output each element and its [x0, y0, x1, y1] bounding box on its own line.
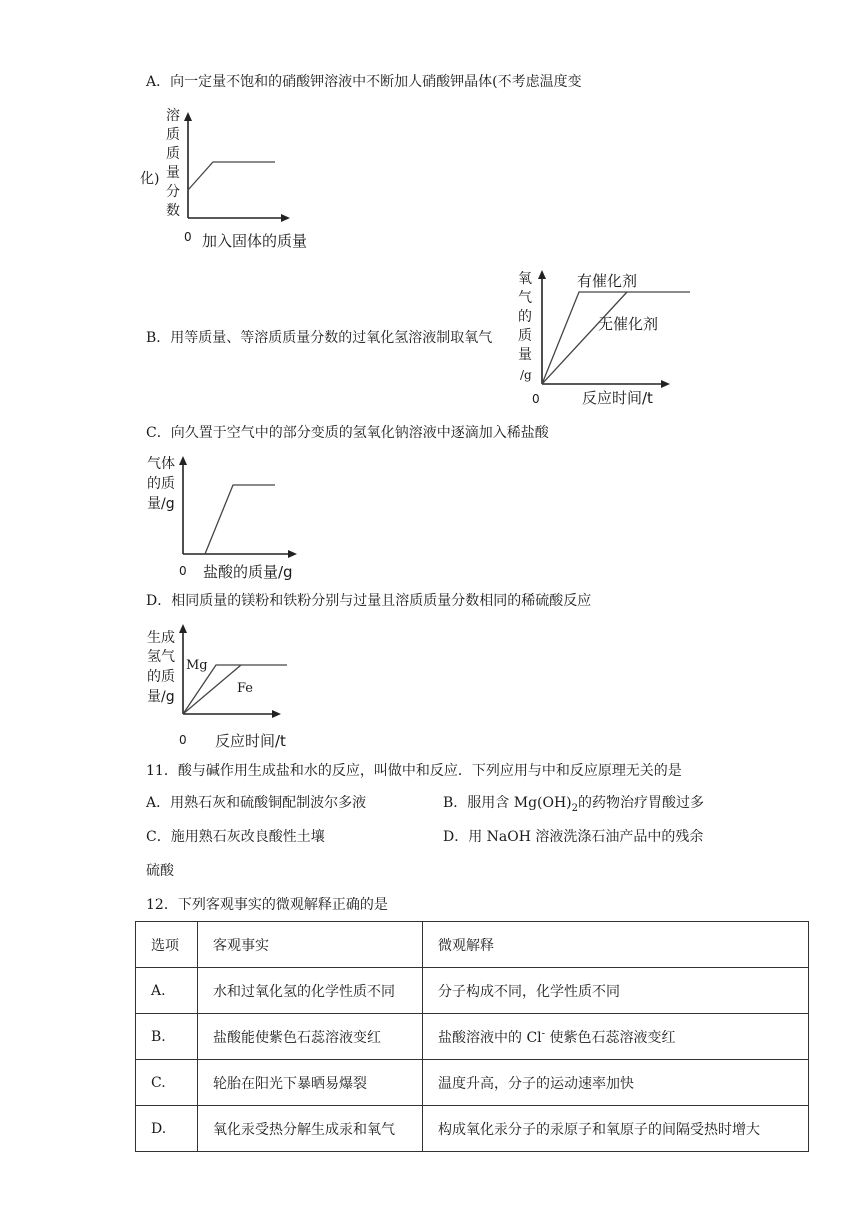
q12-table — [135, 921, 809, 1152]
graph-a-ylabel-2: 质 — [166, 127, 180, 143]
graph-c-x-arrow — [288, 550, 297, 558]
graph-b-x-arrow — [661, 380, 670, 388]
graph-b-xlabel: 反应时间/t — [582, 389, 653, 407]
graph-b-curve-no-catalyst — [542, 292, 627, 384]
graph-b-ylabel-1: 氧 — [518, 271, 532, 287]
header-explain: 微观解释 — [423, 922, 809, 968]
q11-stem: 11．酸与碱作用生成盐和水的反应，叫做中和反应．下列应用与中和反应原理无关的是 — [146, 763, 682, 779]
graph-c-curve — [205, 485, 275, 554]
option-b-text: B．用等质量、等溶质质量分数的过氧化氢溶液制取氧气 — [146, 330, 493, 346]
graph-b-ylabel-6: /g — [520, 368, 532, 382]
graph-d-ylabel-4: 量/g — [147, 689, 175, 705]
graph-d-y-arrow — [179, 624, 187, 633]
option-c-text: C．向久置于空气中的部分变质的氢氧化钠溶液中逐滴加入稀盐酸 — [146, 425, 549, 441]
q11-option-a: A．用熟石灰和硫酸铜配制波尔多液 — [146, 795, 367, 811]
row-fact: 盐酸能使紫色石蕊溶液变红 — [198, 1014, 423, 1060]
option-d-text: D．相同质量的镁粉和铁粉分别与过量且溶质质量分数相同的稀硫酸反应 — [146, 593, 592, 609]
graph-a-ylabel-4: 量 — [166, 165, 180, 181]
row-explain: 温度升高，分子的运动速率加快 — [423, 1060, 809, 1106]
row-option: A. — [136, 968, 198, 1014]
table-row — [136, 1060, 809, 1106]
graph-b — [514, 266, 694, 411]
graph-b-ylabel-2: 气 — [518, 290, 532, 306]
graph-b-origin: 0 — [532, 392, 540, 406]
q11-option-b: B．服用含 $Mg(OH)_2$的药物治疗胃酸过多 — [443, 795, 705, 814]
q11-option-c: C．施用熟石灰改良酸性土壤 — [146, 829, 325, 845]
table-row — [136, 1106, 809, 1152]
table-header-row — [136, 922, 809, 968]
graph-a-x-arrow — [281, 214, 290, 222]
graph-b-ylabel-3: 的 — [518, 309, 532, 325]
graph-a-ylabel-6: 数 — [166, 203, 180, 219]
row-explain: 构成氧化汞分子的汞原子和氧原子的间隔受热时增大 — [423, 1106, 809, 1152]
row-explain: 分子构成不同，化学性质不同 — [423, 968, 809, 1014]
graph-a-ylabel-1: 溶 — [166, 108, 180, 124]
graph-d-ylabel-1: 生成 — [147, 630, 175, 646]
q11-option-d: D．用 NaOH 溶液洗涤石油产品中的残余 — [443, 829, 704, 845]
graph-b-series-no-catalyst: 无催化剂 — [598, 315, 659, 333]
graph-a-ylabel-3: 质 — [166, 146, 180, 162]
graph-b-y-arrow — [538, 270, 546, 279]
row-fact: 水和过氧化氢的化学性质不同 — [198, 968, 423, 1014]
graph-c-xlabel: 盐酸的质量/g — [203, 563, 293, 581]
graph-d-series-mg: Mg — [186, 658, 208, 673]
graph-d-ylabel-2: 氢气 — [147, 649, 175, 665]
graph-b-ylabel-5: 量 — [518, 347, 532, 363]
row-fact: 轮胎在阳光下暴晒易爆裂 — [198, 1060, 423, 1106]
table-row — [136, 968, 809, 1014]
graph-d-origin: 0 — [179, 733, 187, 747]
q11-option-d-cont: 硫酸 — [146, 863, 174, 879]
graph-b-ylabel-4: 质 — [518, 328, 532, 344]
graph-b-series-catalyst: 有催化剂 — [577, 272, 638, 290]
graph-c-y-arrow — [179, 456, 187, 465]
graph-c-ylabel-3: 量/g — [147, 496, 175, 512]
option-a-text: A．向一定量不饱和的硝酸钾溶液中不断加人硝酸钾晶体(不考虑温度变 — [146, 74, 582, 90]
header-fact: 客观事实 — [198, 922, 423, 968]
graph-c-ylabel-2: 的质 — [147, 476, 175, 492]
graph-d — [145, 618, 305, 753]
header-option: 选项 — [136, 922, 198, 968]
row-option: B. — [136, 1014, 198, 1060]
graph-d-series-fe: Fe — [237, 681, 254, 696]
graph-a-xlabel: 加入固体的质量 — [202, 232, 308, 250]
table-row — [136, 1014, 809, 1060]
row-explain: 盐酸溶液中的 Cl- 使紫色石蕊溶液变红 — [423, 1014, 809, 1060]
row-option: D. — [136, 1106, 198, 1152]
graph-c — [145, 450, 305, 585]
graph-a-curve — [188, 162, 275, 190]
graph-d-x-arrow — [272, 710, 281, 718]
graph-a-origin: 0 — [184, 230, 192, 244]
graph-d-xlabel: 反应时间/t — [215, 732, 286, 750]
q12-stem: 12．下列客观事实的微观解释正确的是 — [146, 897, 388, 913]
option-a-text-overflow: 化) — [140, 171, 160, 187]
graph-c-ylabel-1: 气体 — [147, 456, 175, 472]
graph-c-origin: 0 — [179, 564, 187, 578]
row-option: C. — [136, 1060, 198, 1106]
graph-a-y-arrow — [184, 112, 192, 121]
graph-a — [160, 100, 320, 255]
graph-d-ylabel-3: 的质 — [147, 669, 175, 685]
graph-b-curve-catalyst — [542, 292, 690, 384]
row-fact: 氧化汞受热分解生成汞和氧气 — [198, 1106, 423, 1152]
graph-a-ylabel-5: 分 — [166, 184, 180, 200]
